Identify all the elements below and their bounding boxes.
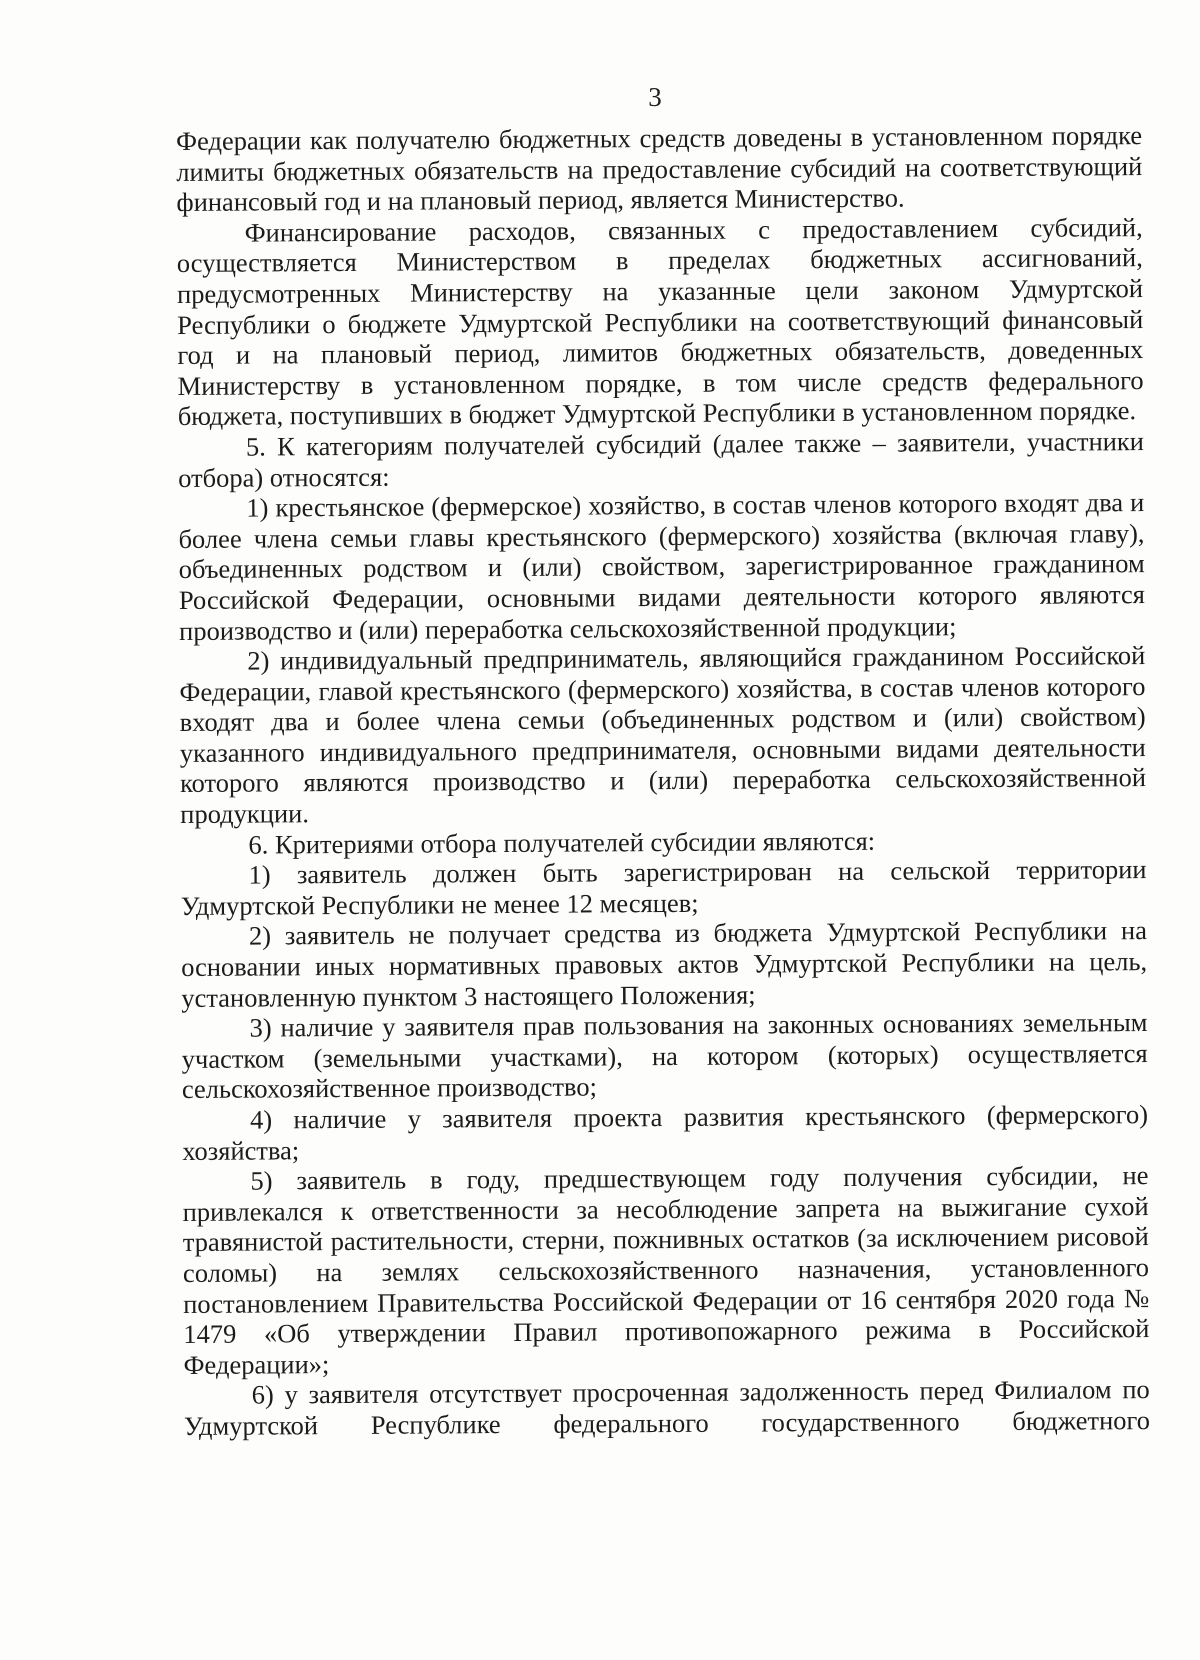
paragraph: 5. К категориям получателей субсидий (далее также – заявители, участники отбора) относятся: <box>178 426 1145 493</box>
paragraph: 1) заявитель должен быть зарегистрирован на сельской территории Удмуртской Республики не менее 12 месяцев; <box>180 854 1147 921</box>
paragraph: 4) наличие у заявителя проекта развития крестьянского (фермерского) хозяйства; <box>182 1099 1149 1166</box>
paragraph: 5) заявитель в году, предшествующем году получения субсидии, не привлекался к ответственности за несоблюдение запрета на выжигание сухой травянистой растительности, стерни, пожнивных остатков (за исключением рисовой соломы) на землях сельскохозяйственного назначения, установленного постановлением Правительства Российской Федерации от 16 сентября 2020 года № 1479 «Об утверждении Правил противопожарного режима в Российской Федерации»; <box>182 1160 1150 1380</box>
paragraph: Федерации как получателю бюджетных средств доведены в установленном порядке лимиты бюджетных обязательств на предоставление субсидий на соответствующий финансовый год и на плановый период, является Министерство. <box>176 120 1143 218</box>
paragraph: 3) наличие у заявителя прав пользования на законных основаниях земельным участком (земельными участками), на котором (которых) осуществляется сельскохозяйственное производство; <box>181 1007 1148 1105</box>
paragraph: 6. Критериями отбора получателей субсидии являются: <box>248 825 876 860</box>
paragraph: 2) заявитель не получает средства из бюджета Удмуртской Республики на основании иных нормативных правовых актов Удмуртской Республики на цель, установленную пунктом 3 настоящего Положения; <box>181 915 1148 1013</box>
page-number: 3 <box>648 82 662 112</box>
paragraph: Финансирование расходов, связанных с предоставлением субсидий, осуществляется Министерством в пределах бюджетных ассигнований, предусмотренных Министерству на указанные цели законом Удмуртской Республики о бюджете Удмуртской Республики на соответствующий финансовый год и на плановый период, лимитов бюджетных обязательств, доведенных Министерству в установленном порядке, в том числе средств федерального бюджета, поступивших в бюджет Удмуртской Республики в установленном порядке. <box>176 211 1144 432</box>
document-body <box>176 120 1150 1441</box>
paragraph: 2) индивидуальный предприниматель, являющийся гражданином Российской Федерации, главой крестьянского (фермерского) хозяйства, в состав членов которого входят два и более члена семьи (объединенных родством и (или) свойством) указанного индивидуального предпринимателя, основными видами деятельности которого являются производство и (или) переработка сельскохозяйственной продукции. <box>179 640 1147 830</box>
paragraph: 1) крестьянское (фермерское) хозяйство, в состав членов которого входят два и более члена семьи главы крестьянского (фермерского) хозяйства (включая главу), объединенных родством и (или) свойством, зарегистрированное гражданином Российской Федерации, основными видами деятельности которого являются производство и (или) переработка сельскохозяйственной продукции; <box>178 487 1145 646</box>
paragraph: 6) у заявителя отсутствует просроченная задолженность перед Филиалом по Удмуртской Республике федерального государственного бюджетного <box>183 1374 1151 1441</box>
